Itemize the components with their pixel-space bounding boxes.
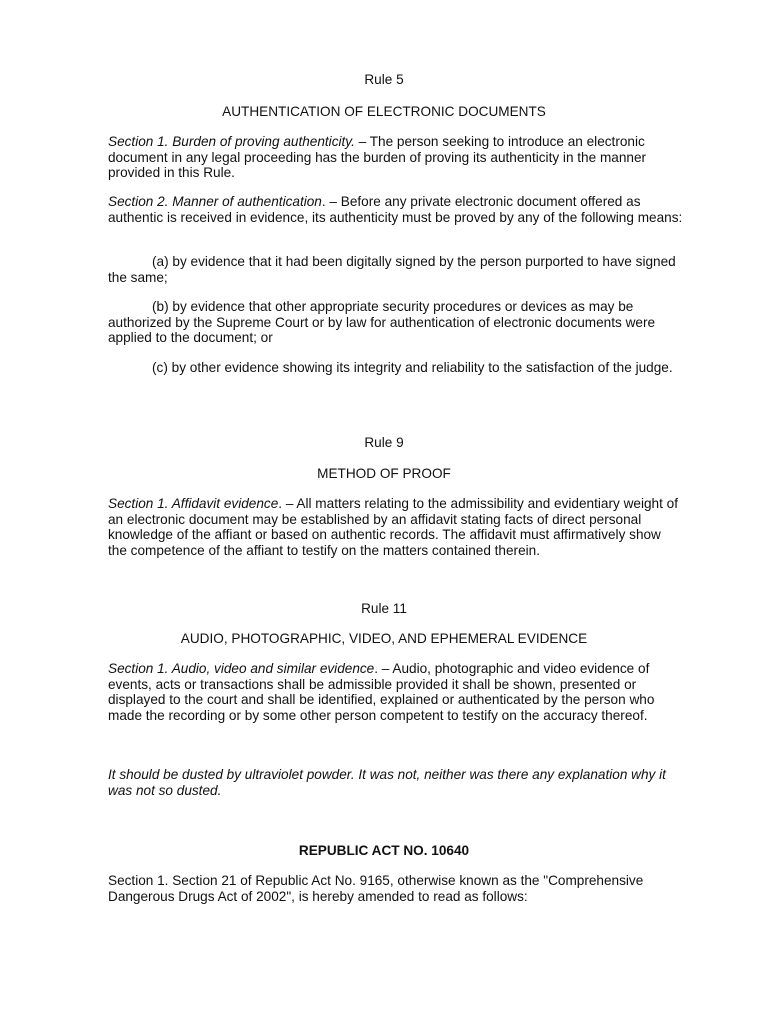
rule9-section1-text: . – All matters relating to the admissibility and evidentiary weight of an electronic document may be established by an affidavit stating facts of direct personal knowledge of the affiant or based on authentic records. The affidavit must affirmatively show the competence of the affiant to testify on the matters contained therein. [108,496,678,558]
rule11-section1 [108,661,683,723]
rule11-section1-heading: Section 1. Audio, video and similar evidence [108,661,375,676]
rule11-title: AUDIO, PHOTOGRAPHIC, VIDEO, AND EPHEMERAL EVIDENCE [180,631,588,646]
rule11-section1-text: . – Audio, photographic and video evidence of events, acts or transactions shall be admissible provided it shall be shown, presented or displayed to the court and shall be identified, explained or authenticated by the person who made the recording or by some other person competent to testify on the accuracy thereof. [108,661,655,723]
rule5-section1 [108,134,683,181]
rule5-number: Rule 5 [364,72,404,87]
republic-act-section1: Section 1. Section 21 of Republic Act No. 9165, otherwise known as the "Comprehensive Dangerous Drugs Act of 2002", is hereby amended to read as follows: [108,873,644,904]
rule5-item-c: (c) by other evidence showing its integrity and reliability to the satisfaction of the judge. [152,360,673,375]
rule9-section1-heading: Section 1. Affidavit evidence [108,496,279,511]
rule11-number: Rule 11 [361,601,407,616]
rule5-item-b: (b) by evidence that other appropriate security procedures or devices as may be authorized by the Supreme Court or by law for authentication of electronic documents were applied to the document; or [108,299,656,345]
rule5-section2-heading: Section 2. Manner of authentication [108,194,322,209]
rule5-item-a: (a) by evidence that it had been digitally signed by the person purported to have signed the same; [108,254,676,285]
rule9-title: METHOD OF PROOF [317,466,451,481]
rule5-title: AUTHENTICATION OF ELECTRONIC DOCUMENTS [222,104,546,119]
note-paragraph [108,767,683,798]
rule9-section1 [108,496,683,558]
rule5-section1-heading: Section 1. Burden of proving authenticity. [108,134,355,149]
note-text: It should be dusted by ultraviolet powder. It was not, neither was there any explanation why it was not so dusted. [108,767,666,798]
republic-act-title: REPUBLIC ACT NO. 10640 [298,843,470,858]
rule5-section2-text: . – Before any private electronic document offered as authentic is received in evidence, its authenticity must be proved by any of the following means: [108,194,683,225]
rule9-number: Rule 9 [364,435,404,450]
rule5-section2 [108,194,683,225]
rule5-section1-text: – The person seeking to introduce an electronic document in any legal proceeding has the burden of proving its authenticity in the manner provided in this Rule. [108,134,647,180]
